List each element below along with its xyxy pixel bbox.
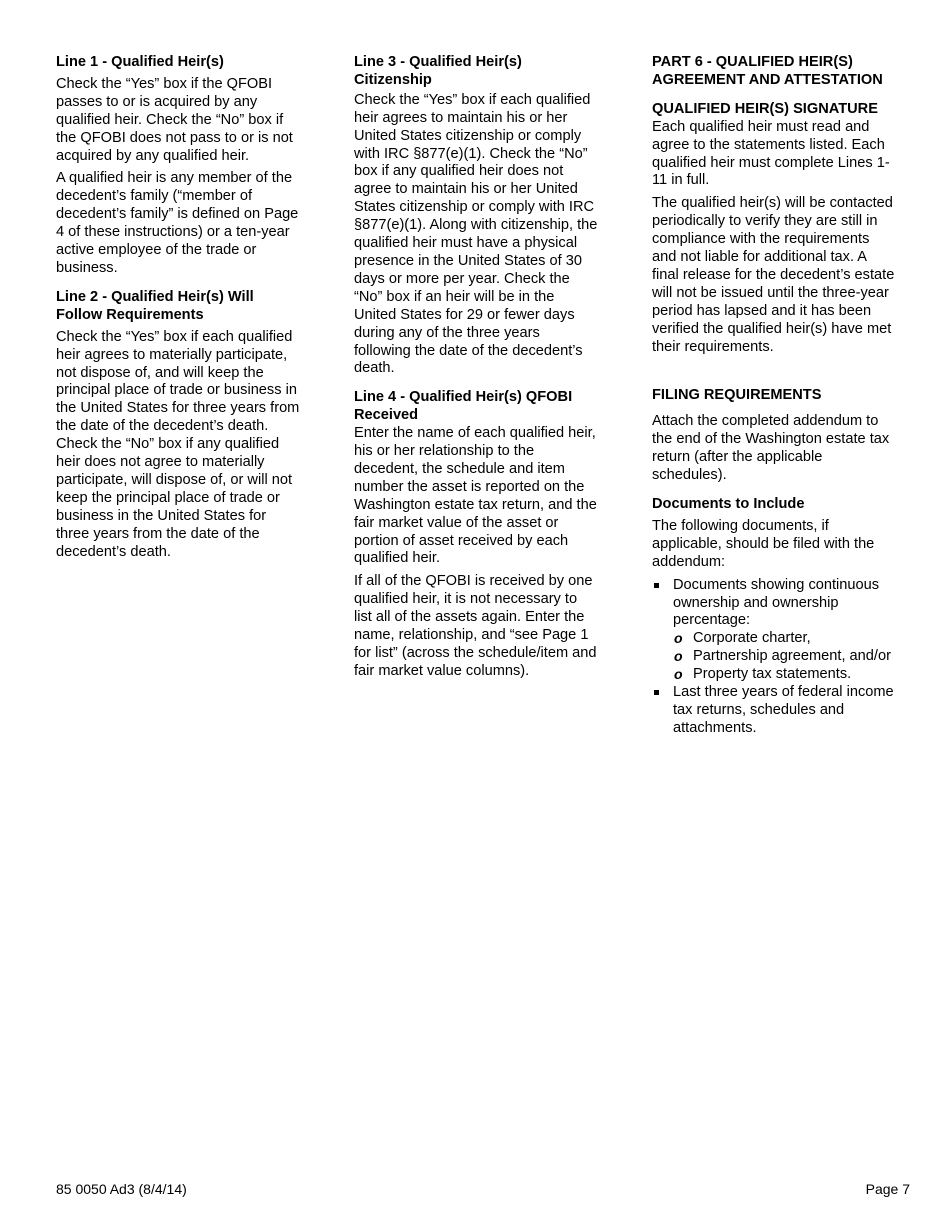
sub-item-2-text: Partnership agreement, and/or: [693, 648, 891, 665]
form-number: 85 0050 Ad3 (8/4/14): [56, 1181, 187, 1197]
sub-bullet-icon: o: [674, 648, 683, 665]
column-right: [652, 54, 896, 738]
line4-paragraph-1: Enter the name of each qualified heir, his or her relationship to the decedent, the schedule and item number the asset is reported on the Washington estate tax return, and the fair market value of the asset or portion of asset received by each qualified heir.: [354, 425, 597, 567]
signature-paragraph-2: The qualified heir(s) will be contacted periodically to verify they are still in compliance with the requirements and not liable for additional tax. A final release for the decedent’s estate will not be issued until the three-year period has lapsed and it has been verified the qualified heir(s) have met their requirements.: [652, 195, 895, 355]
filing-heading: FILING REQUIREMENTS: [652, 386, 822, 403]
column-middle: [354, 54, 598, 681]
line2-paragraph-1: Check the “Yes” box if each qualified heir agrees to materially participate, not dispose of, and will keep the principal place of trade or business in the United States for three years from the date of the decedent’s death. Check the “No” box if any qualified heir does not agree to materially participate, will dispose of, or will not keep the principal place of trade or business in the United States for three years from the date of the decedent’s death.: [56, 328, 300, 560]
list-item: [673, 630, 896, 648]
line1-paragraph-2: A qualified heir is any member of the decedent’s family (“member of decedent’s family” is defined on Page 4 of these instructions) or a ten-year active employee of the trade or business.: [56, 170, 299, 276]
docs-heading: Documents to Include: [652, 496, 805, 513]
sub-item-3-text: Property tax statements.: [693, 666, 852, 683]
docs-paragraph-1: The following documents, if applicable, should be filed with the addendum:: [652, 517, 875, 570]
sub-bullet-icon: o: [674, 666, 683, 683]
line1-paragraph-1: Check the “Yes” box if the QFOBI passes to or is acquired by any qualified heir. Check the “No” box if the QFOBI does not pass to or is not acquired by any qualified heir.: [56, 75, 293, 164]
page-number: Page 7: [865, 1181, 910, 1197]
signature-paragraph-1: Each qualified heir must read and agree to the statements listed. Each qualified heir must complete Lines 1-11 in full.: [652, 118, 890, 189]
line4-heading: Line 4 - Qualified Heir(s) QFOBI Received: [354, 389, 573, 424]
list-item: [673, 666, 896, 684]
documents-list: [652, 577, 896, 738]
list-item: [652, 684, 896, 738]
signature-heading: QUALIFIED HEIR(S) SIGNATURE: [652, 100, 878, 117]
list-item: [673, 648, 896, 666]
part6-heading: PART 6 - QUALIFIED HEIR(S) AGREEMENT AND ATTESTATION: [652, 54, 883, 88]
line3-paragraph-1: Check the “Yes” box if each qualified heir agrees to maintain his or her United States citizenship or comply with IRC §877(e)(1). Check the “No” box if any qualified heir does not agree to maintain his or her United States citizenship or comply with IRC §877(e)(1). Along with citizenship, the qualified heir must have a physical presence in the United States of 30 days or more per year. Check the “No” box if an heir will be in the United States for 29 or fewer days during any of the three years following the date of the decedent’s death.: [354, 91, 598, 377]
line3-heading: Line 3 - Qualified Heir(s) Citizenship: [354, 54, 522, 88]
line2-heading: Line 2 - Qualified Heir(s) Will Follow Requirements: [56, 288, 254, 323]
line1-heading: Line 1 - Qualified Heir(s): [56, 54, 224, 70]
bullet-2-text: Last three years of federal income tax returns, schedules and attachments.: [673, 684, 894, 736]
sub-list: [673, 630, 896, 684]
sub-bullet-icon: o: [674, 630, 683, 647]
sub-item-1-text: Corporate charter,: [693, 630, 811, 647]
column-left: [56, 54, 300, 561]
list-item: [652, 577, 896, 684]
line4-paragraph-2: If all of the QFOBI is received by one qualified heir, it is not necessary to list all of the assets again. Enter the name, relationship, and “see Page 1 for list” (across the schedule/item and fair market value columns).: [354, 573, 597, 679]
filing-paragraph-1: Attach the completed addendum to the end of the Washington estate tax return (after the applicable schedules).: [652, 413, 890, 484]
bullet-1-text: Documents showing continuous ownership and ownership percentage:: [673, 576, 880, 629]
